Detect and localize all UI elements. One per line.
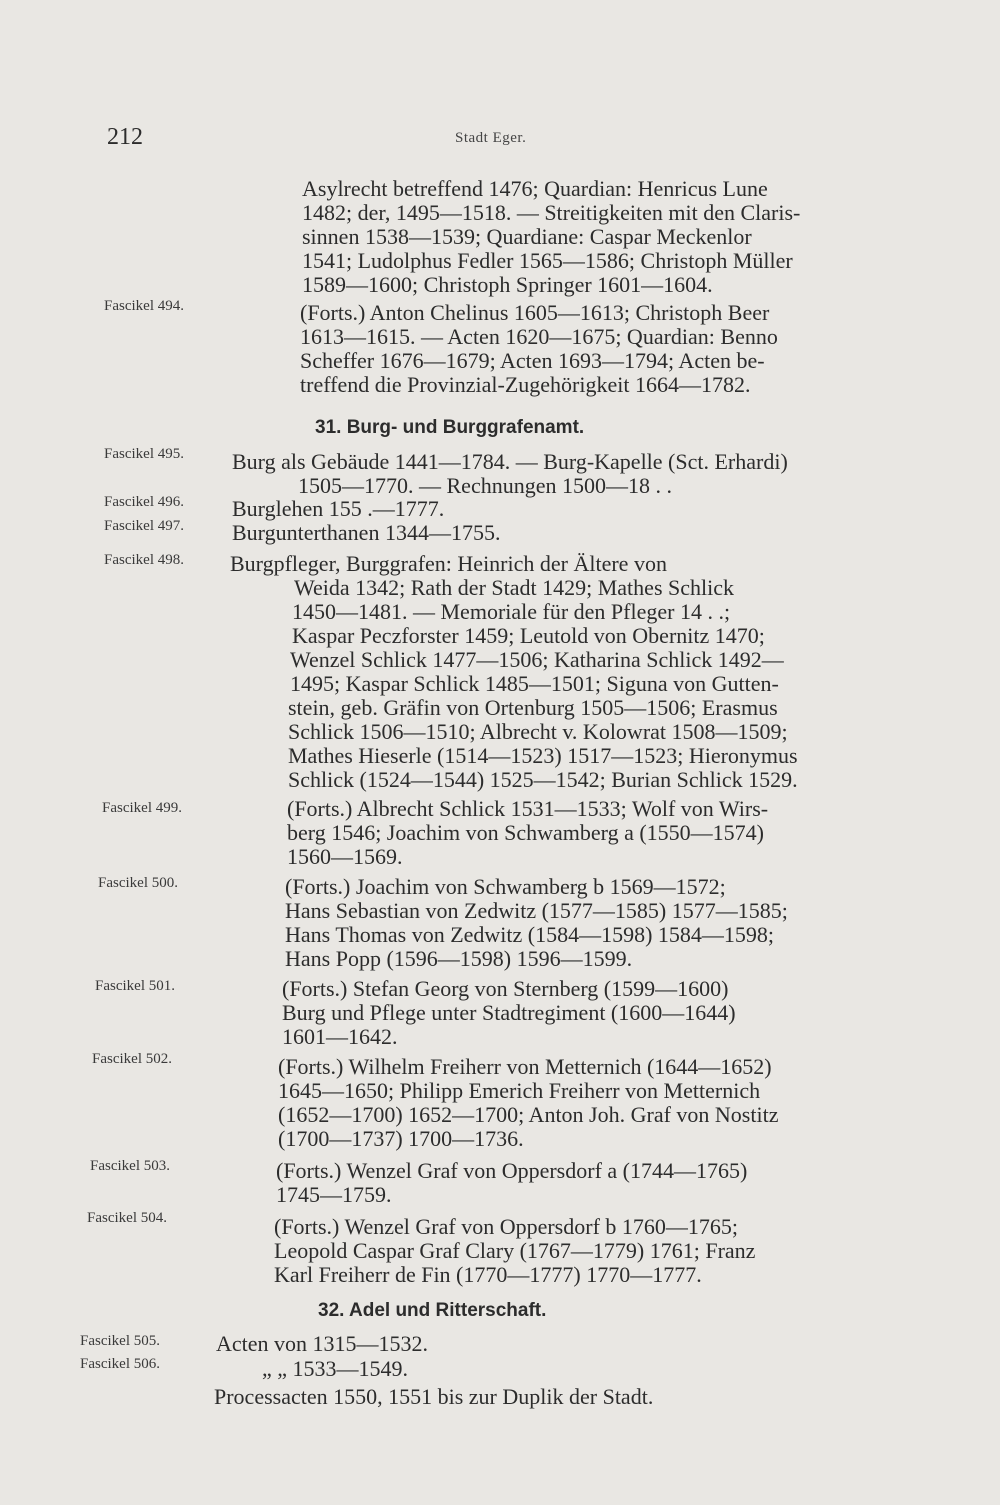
text-line: Mathes Hieserle (1514—1523) 1517—1523; Hieronymus [288,743,798,768]
fascikel-label: Fascikel 504. [87,1210,167,1226]
text-line: (Forts.) Wenzel Graf von Oppersdorf a (1744—1765) [276,1158,748,1183]
text-line: Leopold Caspar Graf Clary (1767—1779) 1761; Franz [274,1238,756,1263]
text-line: Burgpfleger, Burggrafen: Heinrich der Ältere von [230,551,667,576]
text-line: 1450—1481. — Memoriale für den Pfleger 14 . .; [292,599,731,624]
text-line: 1613—1615. — Acten 1620—1675; Quardian: Benno [300,324,778,349]
text-line: Burglehen 155 .—1777. [232,496,445,521]
fascikel-label: Fascikel 506. [80,1356,160,1372]
text-line: Hans Popp (1596—1598) 1596—1599. [285,946,633,971]
text-line: Schlick (1524—1544) 1525—1542; Burian Schlick 1529. [288,767,798,792]
text-line: „ „ 1533—1549. [262,1356,409,1381]
text-line: stein, geb. Gräfin von Ortenburg 1505—1506; Erasmus [288,695,778,720]
text-line: Scheffer 1676—1679; Acten 1693—1794; Acten be- [300,348,765,373]
fascikel-label: Fascikel 494. [104,298,184,314]
fascikel-label: Fascikel 498. [104,552,184,568]
fascikel-label: Fascikel 495. [104,446,184,462]
fascikel-label: Fascikel 501. [95,978,175,994]
text-line: Asylrecht betreffend 1476; Quardian: Henricus Lune [302,176,768,201]
text-line: Kaspar Peczforster 1459; Leutold von Obernitz 1470; [292,623,765,648]
text-line: 1745—1759. [276,1182,392,1207]
text-line: (1652—1700) 1652—1700; Anton Joh. Graf von Nostitz [278,1102,779,1127]
text-line: 1601—1642. [282,1024,398,1049]
text-line: (Forts.) Wenzel Graf von Oppersdorf b 1760—1765; [274,1214,739,1239]
fascikel-label: Fascikel 505. [80,1333,160,1349]
text-line: Burgunterthanen 1344—1755. [232,520,501,545]
text-line: 1645—1650; Philipp Emerich Freiherr von Metternich [278,1078,761,1103]
text-line: 1541; Ludolphus Fedler 1565—1586; Christoph Müller [302,248,793,273]
text-line: Wenzel Schlick 1477—1506; Katharina Schlick 1492— [290,647,784,672]
text-line: (Forts.) Anton Chelinus 1605—1613; Christoph Beer [300,300,770,325]
fascikel-label: Fascikel 497. [104,518,184,534]
text-line: Schlick 1506—1510; Albrecht v. Kolowrat 1508—1509; [288,719,788,744]
section-heading-31: 31. Burg- und Burggrafenamt. [315,417,585,438]
text-line: Karl Freiherr de Fin (1770—1777) 1770—1777. [274,1262,702,1287]
text-line: (Forts.) Wilhelm Freiherr von Metternich (1644—1652) [278,1054,772,1079]
text-line: treffend die Provinzial-Zugehörigkeit 1664—1782. [300,372,751,397]
section-heading-32: 32. Adel und Ritterschaft. [318,1300,547,1321]
text-line: (Forts.) Joachim von Schwamberg b 1569—1572; [285,874,726,899]
text-line: sinnen 1538—1539; Quardiane: Caspar Meckenlor [302,224,752,249]
text-line: Burg und Pflege unter Stadtregiment (1600—1644) [282,1000,736,1025]
fascikel-label: Fascikel 499. [102,800,182,816]
text-line: Processacten 1550, 1551 bis zur Duplik der Stadt. [214,1384,654,1409]
text-line: (Forts.) Stefan Georg von Sternberg (1599—1600) [282,976,729,1001]
text-line: (1700—1737) 1700—1736. [278,1126,524,1151]
fascikel-label: Fascikel 496. [104,494,184,510]
fascikel-label: Fascikel 500. [98,875,178,891]
text-line: 1589—1600; Christoph Springer 1601—1604. [302,272,713,297]
fascikel-label: Fascikel 503. [90,1158,170,1174]
text-line: 1505—1770. — Rechnungen 1500—18 . . [298,473,672,498]
text-line: Hans Sebastian von Zedwitz (1577—1585) 1577—1585; [285,898,788,923]
fascikel-label: Fascikel 502. [92,1051,172,1067]
text-line: berg 1546; Joachim von Schwamberg a (1550—1574) [287,820,764,845]
page-number: 212 [107,124,143,150]
text-line: 1495; Kaspar Schlick 1485—1501; Siguna von Gutten- [290,671,779,696]
text-line: Burg als Gebäude 1441—1784. — Burg-Kapelle (Sct. Erhardi) [232,449,788,474]
text-line: Hans Thomas von Zedwitz (1584—1598) 1584—1598; [285,922,775,947]
text-line: Weida 1342; Rath der Stadt 1429; Mathes Schlick [294,575,734,600]
running-head: Stadt Eger. [455,130,527,146]
text-line: Acten von 1315—1532. [216,1331,429,1356]
text-line: 1560—1569. [287,844,403,869]
text-line: (Forts.) Albrecht Schlick 1531—1533; Wolf von Wirs- [287,796,769,821]
text-line: 1482; der, 1495—1518. — Streitigkeiten mit den Claris- [302,200,801,225]
